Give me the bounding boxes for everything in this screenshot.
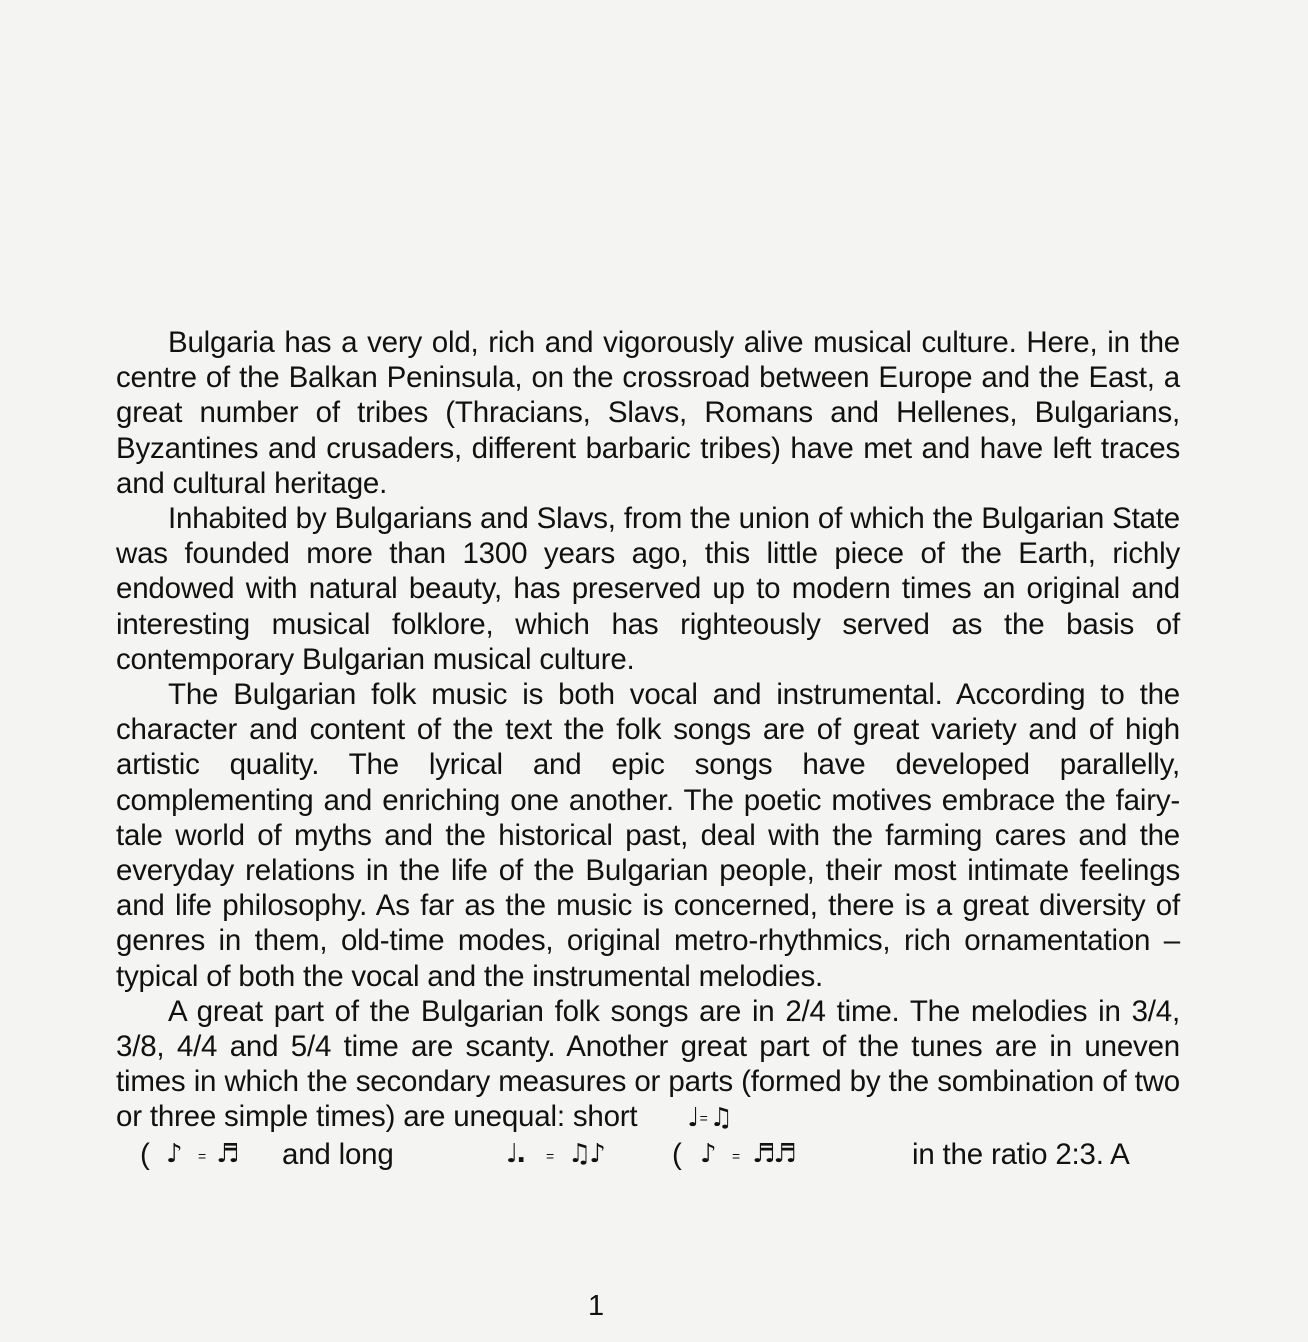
long-dotted-quarter-icon: ♩. <box>506 1138 525 1169</box>
short-eighth-equals: = <box>198 1147 206 1164</box>
long-beamed-eighths-icon: ♫♪ <box>568 1138 604 1169</box>
paragraph-4-text: A great part of the Bulgarian folk songs are in 2/4 time. The melodies in 3/4, 3/8, 4/4 and 5/4 time are scanty. Another great part of the tunes are in uneven times in which the secondary measures or parts (formed by the sombination of two or three simple times) are unequal: short <box>116 994 1180 1134</box>
paragraph-1: Bulgaria has a very old, rich and vigorously alive musical culture. Here, in the centre of the Balkan Peninsula, on the crossroad between Europe and the East, a great number of tribes (Thracians, Slavs, Romans and Hellenes, Bulgarians, Byzantines and crusaders, different barbaric tribes) have met and have left traces and cultural heritage. <box>116 326 1180 500</box>
long-eighth-note-icon: ♪ <box>700 1138 715 1169</box>
rhythm-line <box>116 1137 1180 1172</box>
page-number: 1 <box>588 1290 605 1322</box>
short-quarter-note-icon: ♩ <box>687 1103 698 1134</box>
long-eighth-equals: = <box>732 1147 740 1164</box>
long-equals: = <box>546 1147 554 1164</box>
paren-open-2: ( <box>672 1137 682 1171</box>
short-sixteenths-icon: ♬ <box>216 1138 238 1169</box>
short-beamed-eighths-icon: ♫ <box>709 1103 731 1134</box>
paren-open-1: ( <box>140 1137 150 1171</box>
paragraph-4 <box>116 994 1180 1137</box>
and-long-text: and long <box>282 1137 394 1171</box>
ratio-text: in the ratio 2:3. A <box>912 1137 1130 1171</box>
paragraph-3: The Bulgarian folk music is both vocal and instrumental. According to the character and content of the text the folk songs are of great variety and of high artistic quality. The lyrical and epic songs have developed parallelly, complementing and enriching one another. The poetic motives embrace the fairy-tale world of myths and the historical past, deal with the farming cares and the everyday relations in the life of the Bulgarian people, their most intimate feelings and life philosophy. As far as the music is concerned, there is a great diversity of genres in them, old-time modes, original metro-rhythmics, rich ornamentation – typical of both the vocal and the instrumental melodies. <box>116 678 1180 993</box>
body-text <box>116 325 1180 1172</box>
short-equals: = <box>699 1110 708 1127</box>
short-eighth-note-icon: ♪ <box>166 1138 181 1169</box>
paragraph-2: Inhabited by Bulgarians and Slavs, from the union of which the Bulgarian State was founded more than 1300 years ago, this little piece of the Earth, richly endowed with natural beauty, has preserved up to modern times an original and interesting musical folklore, which has righteously served as the basis of contemporary Bulgarian musical culture. <box>116 502 1180 676</box>
long-sixteenths-icon: ♬♬ <box>752 1138 795 1169</box>
